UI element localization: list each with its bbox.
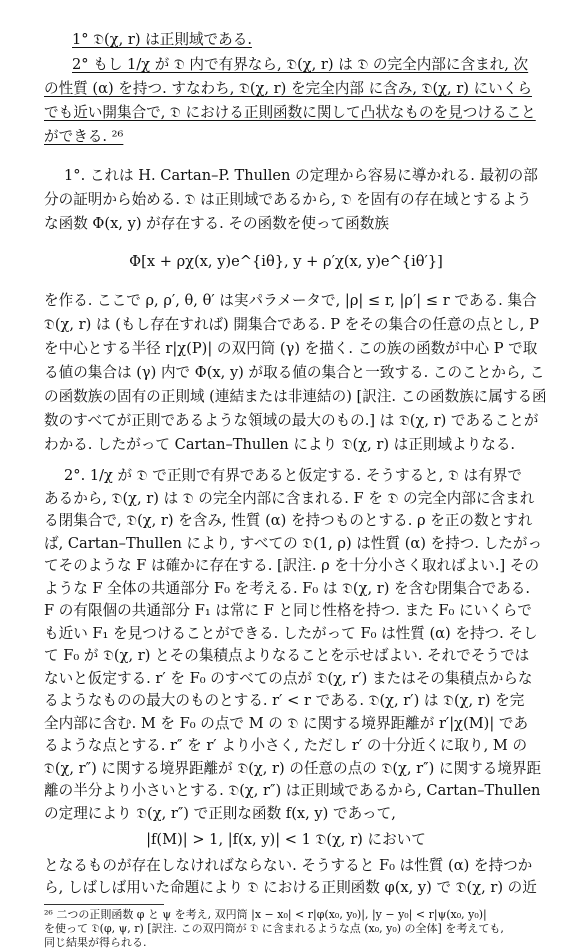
proof2-line: も近い F₁ を見つけることができる. したがって F₀ は性質 (α) を持つ. そし <box>44 624 538 642</box>
proof1-line: る値の集合は (γ) 内で Φ(x, y) が取る値の集合と一致する. このことから, こ <box>44 364 545 381</box>
footnote-line: を使って 𝔇(φ, ψ, r) [訳注. この双円筒が 𝔇 に含まれるような点 (x₀, y₀) の全体] を考えても, <box>44 922 504 935</box>
proof2-line: 全内部に含む. M を F₀ の点で M の 𝔇 に関する境界距離が r′|χ(M)| であ <box>44 714 529 732</box>
proof1-line: を作る. ここで ρ, ρ′, θ, θ′ は実パラメータで, |ρ| ≤ r, |ρ′| ≤ r である. 集合 <box>44 292 537 309</box>
proof2-line: 2°. 1/χ が 𝔇 で正則で有界であると仮定する. そうすると, 𝔇 は有界で <box>64 467 522 484</box>
proof2-line: る閉集合で, 𝔇(χ, r) を含み, 性質 (α) を持つものとする. ρ を正の数とすれ <box>44 512 533 529</box>
proof1-line: 𝔇(χ, r) は (もし存在すれば) 開集合である. P をその集合の任意の点とし, P <box>44 316 539 333</box>
proof2-line-after: ら, しばしば用いた命題により 𝔇 における正則函数 φ(x, y) で 𝔇(χ, r) の近 <box>44 879 537 896</box>
proof2-line: 𝔇(χ, r″) に関する境界距離が 𝔇(χ, r) の任意の点の 𝔇(χ, r″) に関する境界距 <box>44 759 542 777</box>
proof2-line: 離の半分より小さいとする. 𝔇(χ, r″) は正則域であるから, Cartan–Thullen <box>44 782 541 799</box>
proof1-line: を中心とする半径 r|χ(P)| の双円筒 (γ) を描く. この族の函数が中心 P で取 <box>44 340 538 357</box>
proof1-line: な函数 Φ(x, y) が存在する. その函数を使って函数族 <box>44 215 389 232</box>
statement-2-line-4: ができる. ²⁶ <box>44 128 124 145</box>
footnote-separator <box>44 904 164 905</box>
proof2-line-after: となるものが存在しなければならない. そうすると F₀ は性質 (α) を持つか <box>44 857 533 874</box>
footnote-line: ²⁶ 二つの正則函数 φ と ψ を考え, 双円筒 |x − x₀| < r|φ(x₀, y₀)|, |y − y₀| < r|ψ(x₀, y₀)| <box>44 908 487 921</box>
proof1-line: の函数族の固有の正則域 (連結または非連結の) [訳注. この函数族に属する函 <box>44 388 547 405</box>
proof2-line: てそのような F は確かに存在する. [訳注. ρ を十分小さく取ればよい.] その <box>44 557 540 574</box>
proof1-line: 1°. これは H. Cartan–P. Thullen の定理から容易に導かれる. 最初の部 <box>64 167 538 184</box>
proof2-line: あるから, 𝔇(χ, r) は 𝔇 の完全内部に含まれる. F を 𝔇 の完全内部に含まれ <box>44 489 535 507</box>
footnote-line: 同じ結果が得られる. <box>44 936 147 949</box>
proof2-formula: |f(M)| > 1, |f(x, y)| < 1 𝔇(χ, r) において <box>146 831 426 848</box>
statement-1: 1° 𝔇(χ, r) は正則域である. <box>72 31 252 48</box>
proof1-line: 数のすべてが正則であるような領域の最大のもの.] は 𝔇(χ, r) であることが <box>44 412 539 429</box>
proof2-line: の定理により 𝔇(χ, r″) で正則な函数 f(x, y) であって, <box>44 804 396 822</box>
proof2-line: F の有限個の共通部分 F₁ は常に F と同じ性格を持つ. また F₀ にいくらで <box>44 602 532 619</box>
proof2-line: ないと仮定する. r′ を F₀ のすべての点が 𝔇(χ, r′) またはその集積点からな <box>44 669 533 687</box>
proof2-line: るような点とする. r″ を r′ より小さく, ただし r′ の十分近くに取り, M の <box>44 737 528 754</box>
proof2-line: ば, Cartan–Thullen により, すべての 𝔇(1, ρ) は性質 (α) を持つ. したがっ <box>44 534 543 552</box>
proof1-line: わかる. したがって Cartan–Thullen により 𝔇(χ, r) は正則域よりなる. <box>44 436 516 453</box>
statement-2-line-1: 2° もし 1/χ が 𝔇 内で有界なら, 𝔇(χ, r) は 𝔇 の完全内部に含まれ, 次 <box>72 56 529 73</box>
proof1-line: 分の証明から始める. 𝔇 は正則域であるから, 𝔇 を固有の存在域とするよう <box>44 191 532 208</box>
proof2-line: て F₀ が 𝔇(χ, r) とその集積点よりなることを示せばよい. それでそうでは <box>44 647 530 664</box>
proof2-line: ような F 全体の共通部分 F₀ を考える. F₀ は 𝔇(χ, r) を含む閉集合である. <box>44 579 531 597</box>
proof1-formula: Φ[x + ρχ(x, y)e^{iθ}, y + ρ′χ(x, y)e^{iθ′}] <box>129 253 443 270</box>
statement-2-line-3: でも近い開集合で, 𝔇 における正則函数に関して凸状なものを見つけること <box>44 104 536 121</box>
statement-2-line-2: の性質 (α) を持つ. すなわち, 𝔇(χ, r) を完全内部 に含み, 𝔇(χ, r) にいくら <box>44 80 532 97</box>
proof2-line: るようなものの最大のものとする. r′ < r である. 𝔇(χ, r′) は 𝔇(χ, r) を完 <box>44 692 525 709</box>
